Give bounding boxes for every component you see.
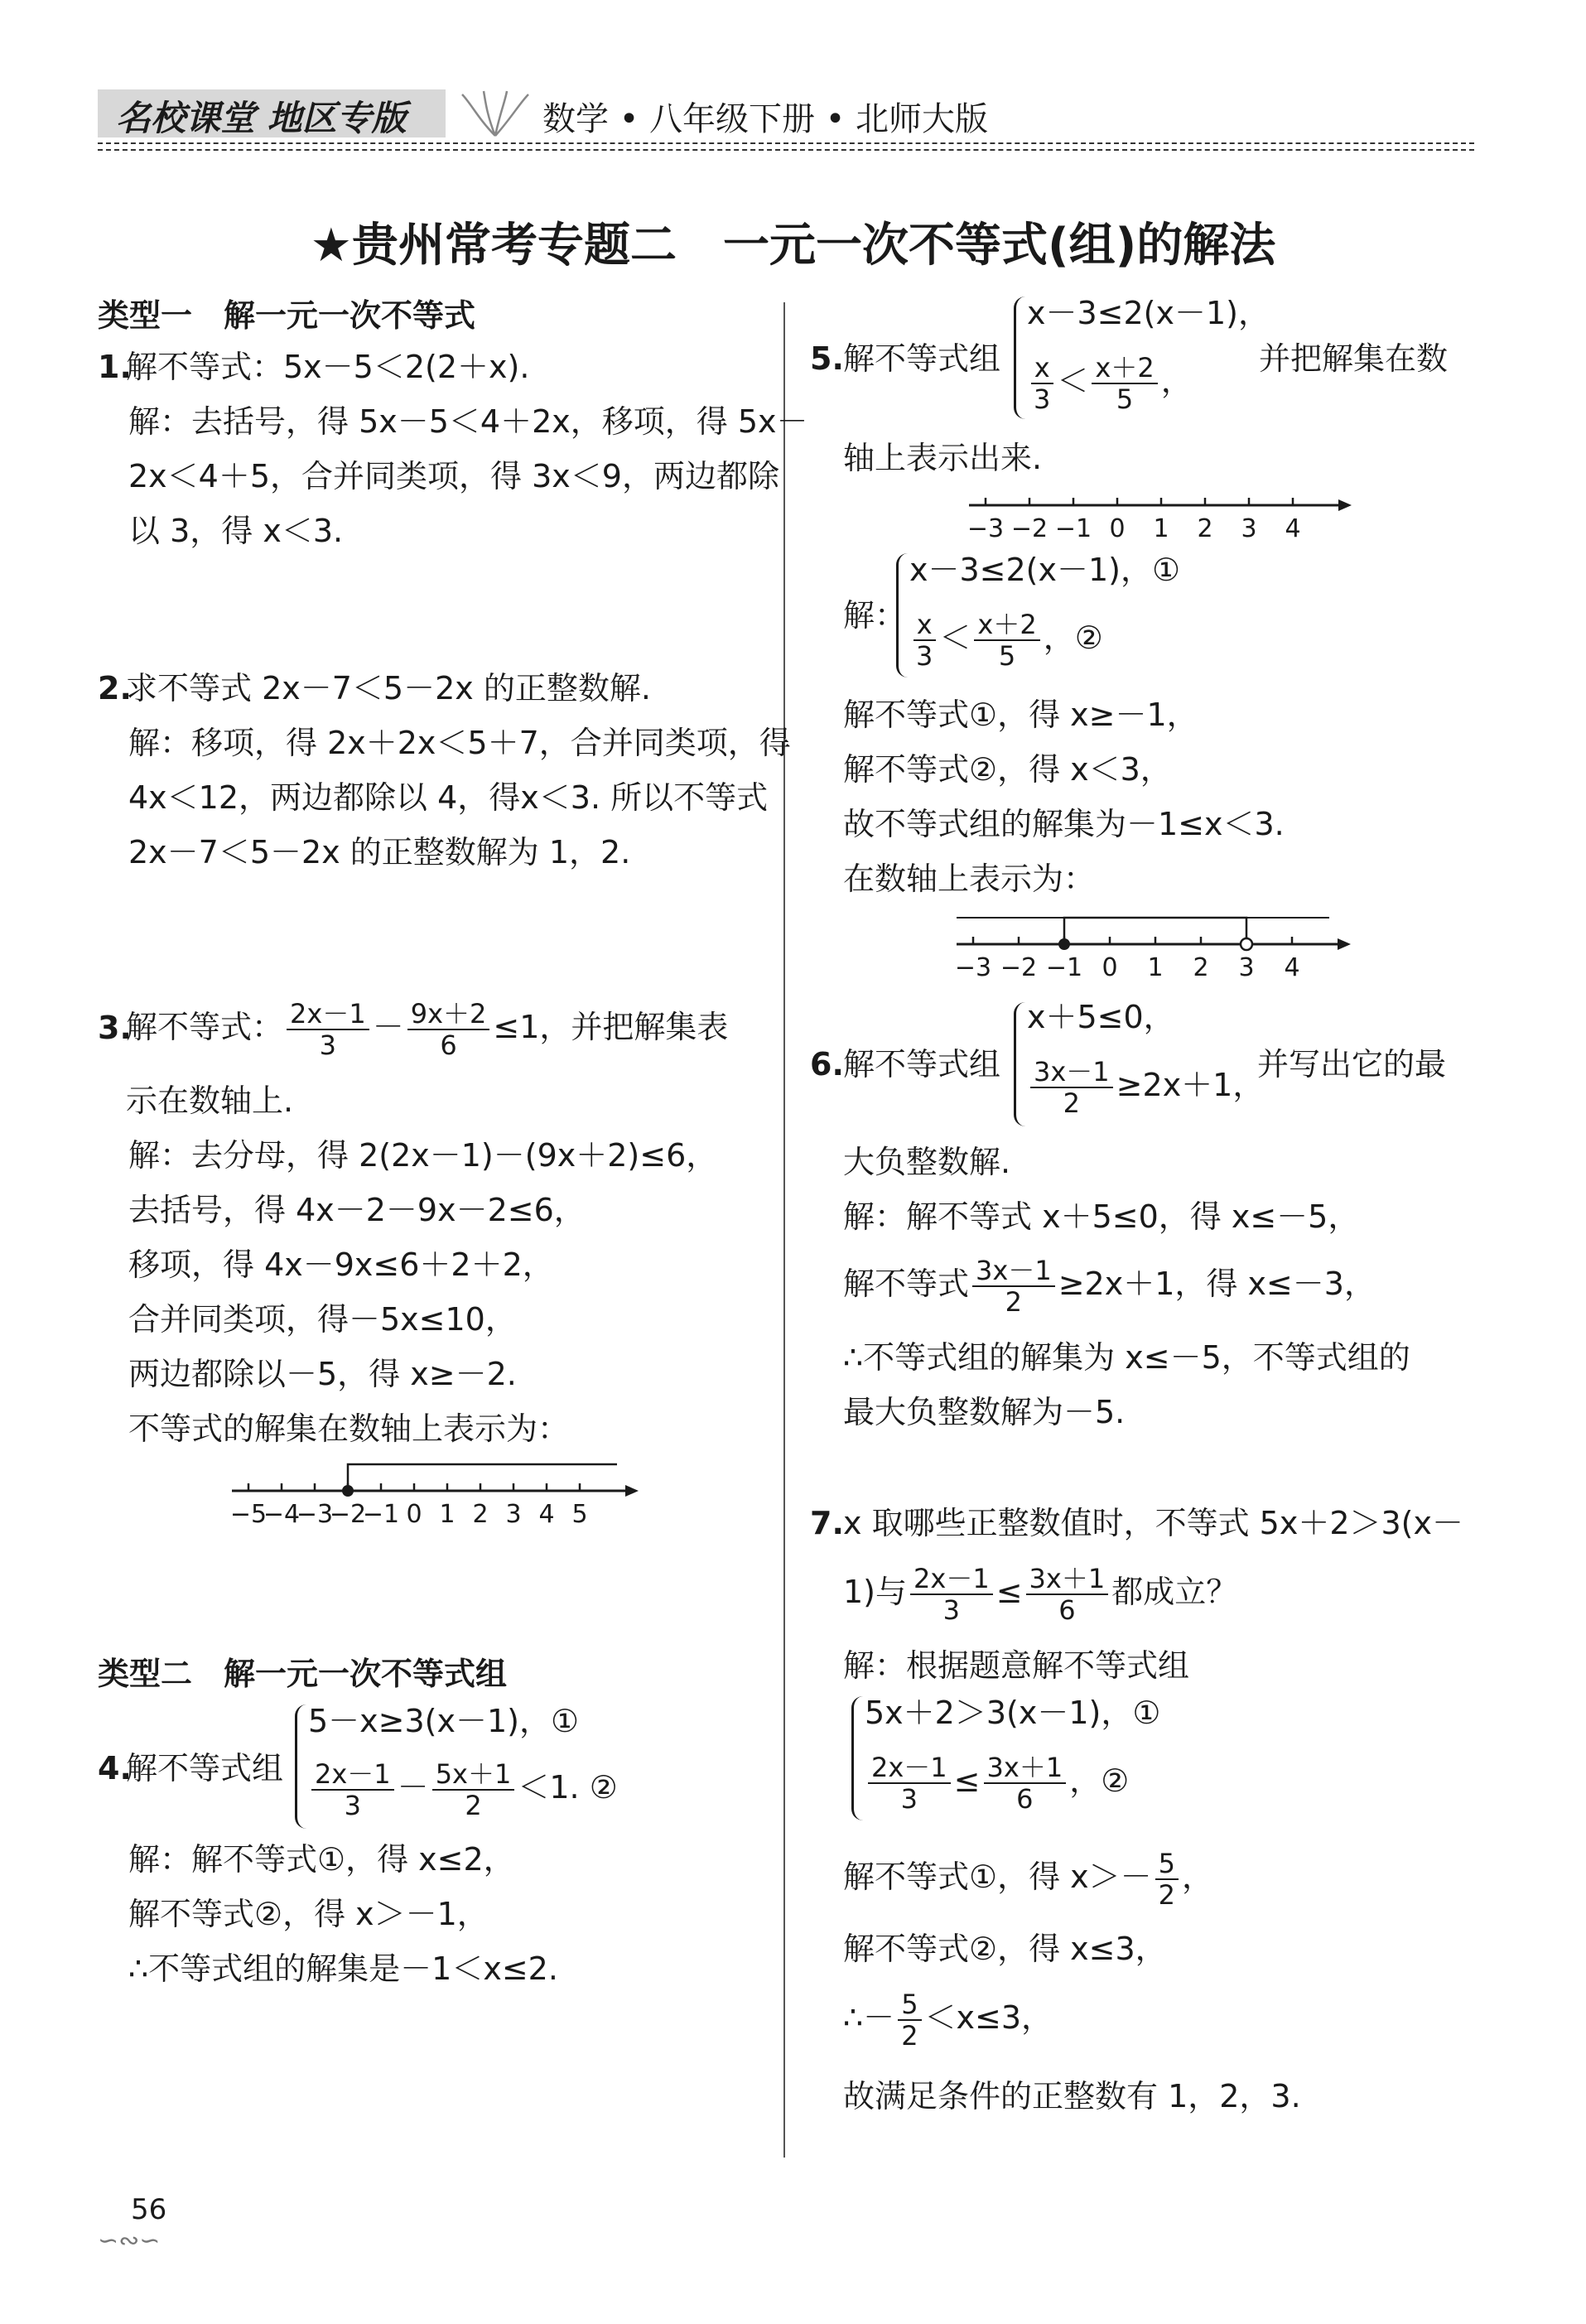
q6-solution-line: 最大负整数解为－5.	[843, 1394, 1126, 1430]
q4-solution-line: ∴不等式组的解集是－1＜x≤2.	[128, 1950, 558, 1987]
number-line-tick-label: 0	[406, 1500, 422, 1529]
number-line-tick-label: 2	[1197, 514, 1213, 543]
fraction-numerator: 5x＋1	[432, 1759, 515, 1791]
number-line-tick-label: −3	[296, 1500, 334, 1529]
q6-solution-line: 解：解不等式 x＋5≤0，得 x≤－5，	[843, 1198, 1360, 1235]
number-line-tick-label: −2	[329, 1500, 367, 1529]
q5-sol-suffix: ，②	[1043, 620, 1103, 656]
q4-suffix: ＜1. ②	[518, 1769, 618, 1806]
q4-number: 4.	[98, 1750, 132, 1786]
q6-system-line-1: x＋5≤0，	[1027, 999, 1175, 1035]
q2-question: 求不等式 2x－7＜5－2x 的正整数解.	[126, 670, 651, 706]
fraction-numerator: 3x－1	[972, 1256, 1055, 1287]
q7-system-line-2	[865, 1748, 1129, 1814]
page-number: 56	[131, 2193, 167, 2226]
header-book-info: 数学 • 八年级下册 • 北师大版	[542, 100, 989, 138]
fraction-numerator: 2x－1	[910, 1564, 993, 1595]
fraction-denominator: 2	[1158, 1878, 1175, 1911]
q3-solution-line: 解：去分母，得 2(2x－1)－(9x＋2)≤6，	[128, 1137, 718, 1174]
q7-s4-suffix: ＜x≤3，	[924, 1999, 1053, 2036]
q4-operator: －	[397, 1769, 429, 1806]
q6-system-brace	[1014, 1002, 1028, 1126]
q7-c1-suffix: 都成立？	[1111, 1574, 1238, 1610]
q5-sol-fraction-2	[974, 610, 1039, 671]
q5-question-post: 并把解集在数	[1259, 340, 1449, 377]
q6-solution-line	[843, 1251, 1376, 1317]
number-line-tick-label: −3	[967, 514, 1005, 543]
q1-solution-line: 解：去括号，得 5x－5＜4＋2x，移项，得 5x－	[128, 403, 808, 440]
number-line-tick-label: 2	[1193, 953, 1209, 982]
number-line-tick-label: −2	[1010, 514, 1048, 543]
number-line-tick-label: −1	[362, 1500, 400, 1529]
fraction-numerator: 2x－1	[868, 1753, 951, 1784]
q4-fraction-1	[311, 1759, 394, 1820]
q7-solution-line	[843, 1844, 1213, 1910]
fraction-numerator: 5	[898, 1989, 921, 2021]
q2-solution-line: 解：移项，得 2x＋2x＜5＋7，合并同类项，得	[128, 725, 791, 761]
q5-sol-fraction-1	[913, 610, 936, 671]
q5-number: 5.	[810, 340, 844, 377]
header-series-name: 名校课堂 地区专版	[116, 98, 407, 138]
q7-question: x 取哪些正整数值时，不等式 5x＋2＞3(x－	[843, 1505, 1463, 1541]
q3-question	[126, 994, 728, 1060]
q6-s2-fraction	[972, 1256, 1055, 1317]
fraction-denominator: 6	[1058, 1594, 1076, 1626]
number-line-arrow-icon	[625, 1485, 639, 1497]
q7-s4-fraction	[898, 1989, 921, 2051]
q5-solution-label: 解：	[843, 597, 907, 634]
q7-sol-fraction-1	[868, 1753, 951, 1814]
q5-question-cont: 轴上表示出来.	[843, 440, 1043, 476]
q6-fraction	[1030, 1057, 1113, 1118]
q4-solution-line: 解不等式②，得 x＞－1，	[128, 1896, 489, 1932]
q7-number: 7.	[810, 1505, 844, 1541]
number-line-tick-label: 3	[1241, 514, 1257, 543]
number-line-tick-label: 2	[472, 1500, 489, 1529]
q6-system-line-2	[1027, 1052, 1264, 1118]
footer-ornament-icon: ∽∾∽	[98, 2226, 161, 2255]
q3-operator: －	[372, 1009, 404, 1045]
q7-sol-suffix: ，②	[1069, 1762, 1130, 1799]
q3-question-cont: 示在数轴上.	[126, 1082, 294, 1119]
q5-solution-line: 故不等式组的解集为－1≤x＜3.	[843, 806, 1285, 842]
q4-system-line-2	[308, 1754, 618, 1820]
q7-solution-line: 解不等式②，得 x≤3，	[843, 1931, 1167, 1967]
q3-prefix: 解不等式：	[126, 1009, 284, 1045]
header-rule-2	[98, 149, 1474, 151]
q7-solution-line: 故满足条件的正整数有 1，2，3.	[843, 2078, 1301, 2114]
q1-question: 解不等式：5x－5＜2(2＋x).	[126, 349, 530, 385]
number-line-tick-label: −5	[229, 1500, 268, 1529]
number-line-tick-label: 1	[1147, 953, 1164, 982]
q7-sol-operator: ≤	[953, 1762, 981, 1799]
q3-solution-line: 移项，得 4x－9x≤6＋2＋2，	[128, 1246, 554, 1283]
q7-s4-prefix: ∴－	[843, 1999, 895, 2036]
fraction-denominator: 3	[916, 639, 933, 672]
fraction-denominator: 6	[440, 1029, 457, 1061]
number-line-arrow-icon	[1338, 499, 1352, 511]
solution-bracket	[348, 1464, 617, 1491]
page-title: ★贵州常考专题二 一元一次不等式(组)的解法	[310, 219, 1276, 272]
q1-solution-line: 以 3，得 x＜3.	[128, 513, 344, 549]
q6-question-cont: 大负整数解.	[843, 1144, 1011, 1180]
q6-solution-line: ∴不等式组的解集为 x≤－5，不等式组的	[843, 1339, 1410, 1376]
q5-sol-operator: ＜	[939, 620, 971, 656]
q3-number: 3.	[98, 1010, 132, 1046]
q5-prefix: 解不等式组	[843, 340, 1001, 377]
fraction-numerator: 2x－1	[287, 999, 369, 1030]
fraction-numerator: 9x＋2	[407, 999, 490, 1030]
fraction-numerator: x＋2	[974, 610, 1039, 641]
q4-solution-line: 解：解不等式①，得 x≤2，	[128, 1841, 515, 1878]
q3-solution-line: 不等式的解集在数轴上表示为：	[128, 1410, 570, 1447]
number-line-tick-label: 4	[538, 1500, 555, 1529]
number-line-tick-label: 3	[505, 1500, 522, 1529]
q3-fraction-1	[287, 999, 369, 1060]
q7-fraction-1	[910, 1564, 993, 1625]
q5-solution-line: 解不等式②，得 x＜3，	[843, 751, 1172, 788]
header-ornament-icon	[454, 86, 537, 141]
q1-number: 1.	[98, 349, 132, 385]
fraction-denominator: 2	[1063, 1087, 1081, 1119]
fraction-denominator: 3	[1034, 383, 1051, 415]
q5-system-brace	[1014, 297, 1028, 419]
q7-system-line-1: 5x＋2＞3(x－1)，①	[865, 1695, 1161, 1731]
fraction-denominator: 3	[942, 1594, 961, 1626]
fraction-numerator: 5	[1155, 1849, 1179, 1880]
q6-s2-prefix: 解不等式	[843, 1266, 970, 1302]
number-line-tick-label: 3	[1238, 953, 1255, 982]
section-heading-type2: 类型二 解一元一次不等式组	[98, 1656, 508, 1692]
closed-endpoint	[342, 1485, 354, 1497]
q5-number-line-solution	[936, 903, 1383, 994]
q7-solution-line	[843, 1984, 1053, 2051]
q7-system-brace	[851, 1696, 865, 1820]
q5-solution-system-line-1: x－3≤2(x－1)，①	[909, 552, 1181, 588]
number-line-tick-label: −3	[954, 953, 992, 982]
fraction-numerator: 3x－1	[1030, 1057, 1113, 1088]
open-endpoint	[1241, 938, 1252, 950]
fraction-denominator: 5	[1116, 383, 1134, 415]
q1-solution-line: 2x＜4＋5，合并同类项，得 3x＜9，两边都除	[128, 458, 779, 494]
q5-system-line-2	[1027, 348, 1193, 414]
number-line-tick-label: 0	[1109, 514, 1126, 543]
q5-solution-line: 在数轴上表示为：	[843, 861, 1096, 897]
number-line-tick-label: −1	[1045, 953, 1083, 982]
column-divider	[783, 302, 785, 2158]
fraction-numerator: 2x－1	[311, 1759, 394, 1791]
q4-system-line-1: 5－x≥3(x－1)，①	[308, 1703, 580, 1739]
fraction-denominator: 3	[900, 1782, 918, 1815]
fraction-numerator: 3x＋1	[1026, 1564, 1109, 1595]
fraction-numerator: 3x＋1	[984, 1753, 1067, 1784]
fraction-denominator: 2	[901, 2019, 918, 2052]
q7-c1-prefix: 1)与	[843, 1574, 908, 1610]
number-line-tick-label: −1	[1054, 514, 1092, 543]
q5-solution-system-line-2	[909, 605, 1103, 671]
header-rule	[98, 142, 1474, 144]
q5-system-line-1: x－3≤2(x－1)，	[1027, 295, 1270, 331]
q5-solution-line: 解不等式①，得 x≥－1，	[843, 697, 1198, 733]
q5-fraction-2	[1092, 353, 1157, 414]
q6-question-post: 并写出它的最	[1257, 1046, 1447, 1082]
number-line-tick-label: −4	[263, 1500, 301, 1529]
q6-suffix: ≥2x＋1，	[1116, 1067, 1265, 1103]
fraction-denominator: 2	[1005, 1285, 1023, 1318]
fraction-numerator: x	[1031, 353, 1053, 384]
q7-s2-prefix: 解不等式①，得 x＞－	[843, 1859, 1152, 1895]
q7-operator: ≤	[995, 1574, 1023, 1610]
q2-solution-line: 2x－7＜5－2x 的正整数解为 1，2.	[128, 834, 631, 870]
q7-sol-fraction-2	[984, 1753, 1067, 1814]
q7-s2-fraction	[1155, 1849, 1179, 1910]
fraction-numerator: x	[914, 610, 936, 641]
fraction-denominator: 3	[319, 1029, 337, 1061]
q4-system-brace	[295, 1704, 309, 1829]
q5-operator: ＜	[1057, 363, 1089, 399]
q3-fraction-2	[407, 999, 490, 1060]
number-line-tick-label: 5	[571, 1500, 588, 1529]
q4-prefix: 解不等式组	[126, 1750, 284, 1786]
q2-solution-line: 4x＜12，两边都除以 4，得x＜3. 所以不等式	[128, 779, 769, 816]
number-line-tick-label: 1	[1153, 514, 1169, 543]
q3-solution-line: 去括号，得 4x－2－9x－2≤6，	[128, 1192, 586, 1228]
number-line-tick-label: 0	[1102, 953, 1118, 982]
number-line-tick-label: 4	[1284, 953, 1300, 982]
q5-solution-brace	[896, 553, 910, 677]
q3-number-line	[224, 1454, 654, 1536]
fraction-denominator: 3	[344, 1789, 362, 1821]
fraction-denominator: 5	[998, 639, 1016, 672]
fraction-numerator: x＋2	[1092, 353, 1157, 384]
q5-number-line-blank	[961, 489, 1358, 555]
q7-s2-suffix: ，	[1182, 1859, 1214, 1895]
number-line-tick-label: 4	[1285, 514, 1301, 543]
q2-number: 2.	[98, 670, 132, 706]
q6-s2-suffix: ≥2x＋1，得 x≤－3，	[1058, 1266, 1376, 1302]
q6-number: 6.	[810, 1046, 844, 1082]
number-line-tick-label: 1	[439, 1500, 456, 1529]
fraction-denominator: 2	[465, 1789, 482, 1821]
q6-prefix: 解不等式组	[843, 1046, 1001, 1082]
section-heading-type1: 类型一 解一元一次不等式	[98, 297, 476, 334]
fraction-denominator: 6	[1016, 1782, 1034, 1815]
q7-question-cont	[843, 1559, 1237, 1625]
q7-solution-line: 解：根据题意解不等式组	[843, 1647, 1190, 1684]
number-line-arrow-icon	[1338, 938, 1351, 950]
q5-fraction-1	[1030, 353, 1053, 414]
closed-endpoint	[1058, 938, 1070, 950]
q3-solution-line: 两边都除以－5，得 x≥－2.	[128, 1356, 517, 1392]
q4-fraction-2	[432, 1759, 515, 1820]
number-line-tick-label: −2	[1000, 953, 1038, 982]
q3-suffix: ≤1，并把解集表	[493, 1009, 729, 1045]
q5-suffix: ，	[1160, 363, 1193, 399]
q3-solution-line: 合并同类项，得－5x≤10，	[128, 1301, 517, 1338]
q7-fraction-2	[1026, 1564, 1109, 1625]
